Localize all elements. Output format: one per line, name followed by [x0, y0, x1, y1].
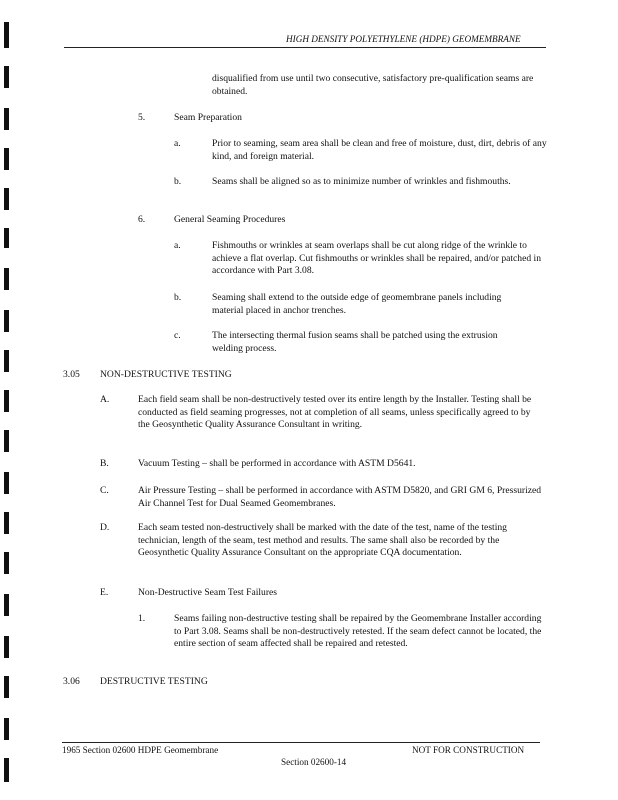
scan-binding-mark: [4, 148, 9, 170]
item-6a-label: a.: [174, 240, 181, 251]
footer-page-number: Section 02600-14: [281, 757, 347, 767]
item-3-05-e-1-label: 1.: [138, 613, 146, 624]
item-3-05-b-text: Vacuum Testing – shall be performed in accordance with ASTM D5641.: [138, 458, 416, 469]
item-6c-label: c.: [174, 330, 181, 341]
item-6b-label: b.: [174, 292, 182, 303]
scan-binding-mark: [4, 228, 9, 248]
scan-binding-mark: [4, 66, 9, 88]
item-6-number: 6.: [138, 214, 146, 225]
scan-binding-mark: [4, 310, 9, 332]
item-3-05-e-label: E.: [100, 587, 109, 598]
item-6a-text: Fishmouths or wrinkles at seam overlaps shall be cut along ridge of the wrinkle to achieve a flat overlap. Cut fishmouths or wrinkles shall be repaired, and/or patched in accordance with Part 3.08.: [212, 240, 542, 277]
scan-binding-mark: [4, 350, 9, 372]
scan-binding-mark: [4, 430, 9, 452]
scan-binding-mark: [4, 718, 9, 740]
scan-binding-mark: [4, 268, 9, 290]
section-3-06-title: DESTRUCTIVE TESTING: [100, 676, 208, 687]
item-5-number: 5.: [138, 112, 146, 123]
scan-binding-mark: [4, 594, 9, 616]
item-6c-text: The intersecting thermal fusion seams shall be patched using the extrusion welding process.: [212, 330, 498, 354]
item-5a-text: Prior to seaming, seam area shall be clean and free of moisture, dust, dirt, debris of any kind, and foreign material.: [212, 138, 547, 162]
item-3-05-d-text: Each seam tested non-destructively shall be marked with the date of the test, name of the testing technician, length of the seam, test method and results. The same shall also be recorded by the Geosynthetic Quality Assurance Consultant on the appropriate CQA documentation.: [138, 522, 507, 559]
section-3-06-number: 3.06: [63, 676, 80, 687]
item-3-05-c-label: C.: [100, 485, 109, 496]
item-6b-text: Seaming shall extend to the outside edge of geomembrane panels including material placed in anchor trenches.: [212, 292, 502, 316]
scan-binding-mark: [4, 472, 9, 494]
item-3-05-e-1-text: Seams failing non-destructive testing shall be repaired by the Geomembrane Installer according to Part 3.08. Seams shall be non-destructively retested. If the seam defect cannot be located, the entire section of seam affected shall be repaired and retested.: [174, 613, 542, 650]
scan-binding-mark: [4, 22, 9, 48]
item-5b-text: Seams shall be aligned so as to minimize number of wrinkles and fishmouths.: [212, 176, 511, 187]
scan-binding-mark: [4, 188, 9, 210]
item-6-title: General Seaming Procedures: [174, 214, 286, 225]
header-rule: [64, 47, 546, 48]
item-3-05-e-title: Non-Destructive Seam Test Failures: [138, 587, 278, 598]
footer-rule: [62, 742, 540, 743]
scan-binding-mark: [4, 552, 9, 574]
item-5b-label: b.: [174, 176, 182, 187]
scan-binding-mark: [4, 390, 9, 412]
header-title: HIGH DENSITY POLYETHYLENE (HDPE) GEOMEMBRANE: [286, 34, 521, 44]
scan-binding-mark: [4, 108, 9, 130]
section-3-05-title: NON-DESTRUCTIVE TESTING: [100, 369, 232, 380]
item-3-05-d-label: D.: [100, 522, 110, 533]
section-3-05-number: 3.05: [63, 369, 80, 380]
footer-left-text: 1965 Section 02600 HDPE Geomembrane: [62, 745, 219, 755]
item-3-05-a-text: Each field seam shall be non-destructively tested over its entire length by the Installer. Testing shall be conducted as field seaming progresses, not at completion of all seams, unless specifically agreed to by the Geosynthetic Quality Assurance Consultant in writing.: [138, 394, 532, 431]
item-3-05-a-label: A.: [100, 394, 110, 405]
scan-binding-mark: [4, 758, 9, 782]
item-3-05-b-label: B.: [100, 458, 109, 469]
item-5-title: Seam Preparation: [174, 112, 242, 123]
scan-binding-mark: [4, 512, 9, 534]
item-3-05-c-text: Air Pressure Testing – shall be performed in accordance with ASTM D5820, and GRI GM 6, Pressurized Air Channel Test for Dual Seamed Geomembranes.: [138, 485, 542, 509]
scan-binding-mark: [4, 676, 9, 698]
item-5a-label: a.: [174, 138, 181, 149]
scan-binding-mark: [4, 636, 9, 658]
continued-paragraph: disqualified from use until two consecutive, satisfactory pre-qualification seams are obtained.: [212, 73, 534, 97]
footer-right-text: NOT FOR CONSTRUCTION: [412, 745, 525, 755]
